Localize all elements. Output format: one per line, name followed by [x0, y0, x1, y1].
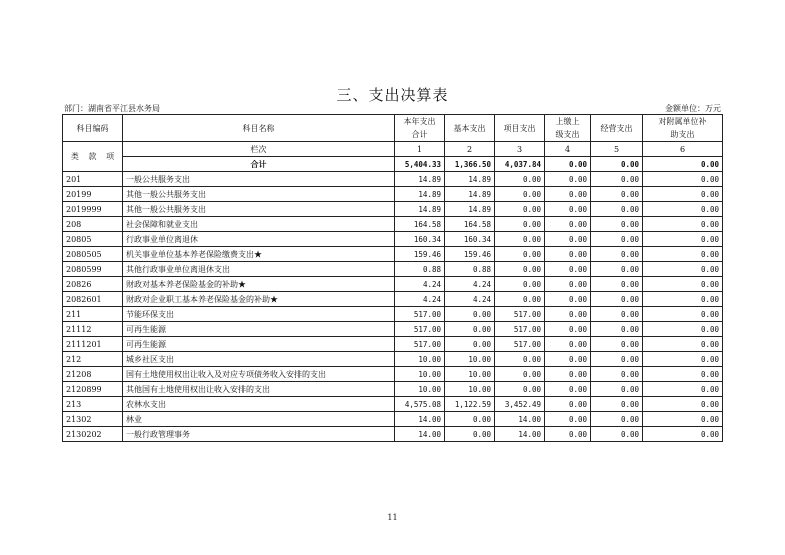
amount-subsidy: 0.00 [643, 202, 723, 217]
amount-total: 4,575.08 [395, 397, 445, 412]
amount-subsidy: 0.00 [643, 217, 723, 232]
table-row [63, 352, 723, 367]
header-total: 本年支出 合计 [395, 115, 445, 142]
class-section-item-header [63, 142, 123, 172]
subject-code: 2111201 [63, 337, 123, 352]
amount-business: 0.00 [591, 202, 643, 217]
amount-total: 4.24 [395, 277, 445, 292]
subject-code: 2120899 [63, 382, 123, 397]
subject-code: 21302 [63, 412, 123, 427]
subject-name: 农林水支出 [123, 397, 395, 412]
amount-upper: 0.00 [545, 247, 591, 262]
amount-project: 0.00 [495, 202, 545, 217]
amount-upper: 0.00 [545, 187, 591, 202]
table-row [63, 307, 723, 322]
subject-code: 201 [63, 172, 123, 187]
subject-name: 国有土地使用权出让收入及对应专项债务收入安排的支出 [123, 367, 395, 382]
amount-upper: 0.00 [545, 352, 591, 367]
expenditure-table [62, 114, 723, 442]
header-lanci: 栏次 [123, 142, 395, 157]
amount-business: 0.00 [591, 322, 643, 337]
subject-name: 财政对基本养老保险基金的补助★ [123, 277, 395, 292]
report-title: 三、支出决算表 [336, 86, 449, 104]
subject-code: 2080505 [63, 247, 123, 262]
department-label: 部门：湖南省平江县水务局 [64, 104, 160, 113]
amount-project: 517.00 [495, 307, 545, 322]
amount-project: 0.00 [495, 217, 545, 232]
amount-project: 0.00 [495, 187, 545, 202]
amount-upper: 0.00 [545, 382, 591, 397]
total-basic: 1,366.50 [445, 157, 495, 172]
amount-subsidy: 0.00 [643, 307, 723, 322]
amount-upper: 0.00 [545, 307, 591, 322]
amount-upper: 0.00 [545, 367, 591, 382]
amount-business: 0.00 [591, 277, 643, 292]
amount-total: 160.34 [395, 232, 445, 247]
amount-subsidy: 0.00 [643, 427, 723, 442]
col-index-3: 3 [495, 142, 545, 157]
header-upper: 上缴上 级支出 [545, 115, 591, 142]
amount-basic: 1,122.59 [445, 397, 495, 412]
table-row [63, 277, 723, 292]
amount-total: 10.00 [395, 352, 445, 367]
header-subsidy: 对附属单位补 助支出 [643, 115, 723, 142]
subject-name: 节能环保支出 [123, 307, 395, 322]
subject-name: 可再生能源 [123, 337, 395, 352]
amount-business: 0.00 [591, 427, 643, 442]
amount-total: 4.24 [395, 292, 445, 307]
subject-name: 林业 [123, 412, 395, 427]
amount-upper: 0.00 [545, 232, 591, 247]
header-name: 科目名称 [123, 115, 395, 142]
header-lei: 类 [70, 152, 79, 161]
subject-code: 213 [63, 397, 123, 412]
header-basic: 基本支出 [445, 115, 495, 142]
subject-code: 20199 [63, 187, 123, 202]
subject-name: 可再生能源 [123, 322, 395, 337]
subject-name: 一般行政管理事务 [123, 427, 395, 442]
subject-name: 其他一般公共服务支出 [123, 202, 395, 217]
subject-code: 2080599 [63, 262, 123, 277]
total-subsidy: 0.00 [643, 157, 723, 172]
amount-project: 0.00 [495, 232, 545, 247]
amount-total: 14.89 [395, 172, 445, 187]
amount-basic: 14.89 [445, 187, 495, 202]
amount-subsidy: 0.00 [643, 262, 723, 277]
amount-subsidy: 0.00 [643, 247, 723, 262]
amount-basic: 0.00 [445, 322, 495, 337]
unit-label: 金额单位：万元 [665, 104, 721, 113]
amount-business: 0.00 [591, 367, 643, 382]
header-row [63, 115, 723, 142]
amount-subsidy: 0.00 [643, 277, 723, 292]
table-row [63, 412, 723, 427]
amount-project: 517.00 [495, 322, 545, 337]
amount-basic: 160.34 [445, 232, 495, 247]
subject-code: 20805 [63, 232, 123, 247]
amount-subsidy: 0.00 [643, 232, 723, 247]
amount-total: 517.00 [395, 322, 445, 337]
amount-basic: 164.58 [445, 217, 495, 232]
header-project: 项目支出 [495, 115, 545, 142]
amount-total: 14.89 [395, 202, 445, 217]
col-index-2: 2 [445, 142, 495, 157]
amount-project: 0.00 [495, 292, 545, 307]
amount-business: 0.00 [591, 412, 643, 427]
col-index-5: 5 [591, 142, 643, 157]
amount-upper: 0.00 [545, 172, 591, 187]
amount-project: 14.00 [495, 427, 545, 442]
amount-business: 0.00 [591, 262, 643, 277]
amount-upper: 0.00 [545, 277, 591, 292]
subject-name: 其他一般公共服务支出 [123, 187, 395, 202]
amount-basic: 159.46 [445, 247, 495, 262]
subject-code: 208 [63, 217, 123, 232]
table-row [63, 322, 723, 337]
amount-total: 10.00 [395, 367, 445, 382]
subject-code: 212 [63, 352, 123, 367]
amount-total: 10.00 [395, 382, 445, 397]
amount-business: 0.00 [591, 247, 643, 262]
amount-upper: 0.00 [545, 427, 591, 442]
amount-project: 0.00 [495, 367, 545, 382]
col-index-6: 6 [643, 142, 723, 157]
subject-code: 2130202 [63, 427, 123, 442]
total-project: 4,037.84 [495, 157, 545, 172]
amount-basic: 10.00 [445, 367, 495, 382]
amount-upper: 0.00 [545, 337, 591, 352]
amount-business: 0.00 [591, 232, 643, 247]
table-row [63, 427, 723, 442]
header-business: 经营支出 [591, 115, 643, 142]
amount-business: 0.00 [591, 352, 643, 367]
header-code: 科目编码 [63, 115, 123, 142]
amount-subsidy: 0.00 [643, 397, 723, 412]
subject-name: 财政对企业职工基本养老保险基金的补助★ [123, 292, 395, 307]
subject-code: 21112 [63, 322, 123, 337]
amount-basic: 4.24 [445, 277, 495, 292]
table-row [63, 247, 723, 262]
amount-total: 164.58 [395, 217, 445, 232]
amount-total: 14.00 [395, 427, 445, 442]
table-row [63, 262, 723, 277]
amount-subsidy: 0.00 [643, 367, 723, 382]
amount-project: 0.00 [495, 352, 545, 367]
amount-business: 0.00 [591, 172, 643, 187]
subject-name: 行政事业单位离退休 [123, 232, 395, 247]
amount-upper: 0.00 [545, 202, 591, 217]
subject-name: 机关事业单位基本养老保险缴费支出★ [123, 247, 395, 262]
amount-business: 0.00 [591, 217, 643, 232]
amount-business: 0.00 [591, 307, 643, 322]
total-business: 0.00 [591, 157, 643, 172]
amount-upper: 0.00 [545, 412, 591, 427]
col-index-1: 1 [395, 142, 445, 157]
amount-total: 0.88 [395, 262, 445, 277]
amount-project: 0.00 [495, 247, 545, 262]
amount-basic: 0.00 [445, 412, 495, 427]
col-index-4: 4 [545, 142, 591, 157]
table-row [63, 187, 723, 202]
amount-total: 14.00 [395, 412, 445, 427]
amount-subsidy: 0.00 [643, 322, 723, 337]
amount-upper: 0.00 [545, 217, 591, 232]
amount-basic: 10.00 [445, 352, 495, 367]
table-row [63, 172, 723, 187]
table-row [63, 382, 723, 397]
subject-name: 其他国有土地使用权出让收入安排的支出 [123, 382, 395, 397]
amount-project: 14.00 [495, 412, 545, 427]
amount-upper: 0.00 [545, 262, 591, 277]
subject-code: 21208 [63, 367, 123, 382]
amount-business: 0.00 [591, 397, 643, 412]
amount-business: 0.00 [591, 187, 643, 202]
total-row [63, 157, 723, 172]
amount-business: 0.00 [591, 382, 643, 397]
header-xiang: 项 [106, 152, 115, 161]
subject-name: 城乡社区支出 [123, 352, 395, 367]
amount-subsidy: 0.00 [643, 382, 723, 397]
amount-project: 0.00 [495, 382, 545, 397]
subject-name: 其他行政事业单位离退休支出 [123, 262, 395, 277]
table-row [63, 367, 723, 382]
amount-basic: 14.89 [445, 172, 495, 187]
amount-project: 0.00 [495, 262, 545, 277]
table-row [63, 202, 723, 217]
column-index-row [63, 142, 723, 157]
amount-subsidy: 0.00 [643, 337, 723, 352]
amount-upper: 0.00 [545, 322, 591, 337]
total-total: 5,404.33 [395, 157, 445, 172]
subject-code: 2019999 [63, 202, 123, 217]
total-label: 合计 [123, 157, 395, 172]
amount-basic: 14.89 [445, 202, 495, 217]
amount-total: 14.89 [395, 187, 445, 202]
amount-basic: 0.00 [445, 337, 495, 352]
page-number: 11 [387, 513, 398, 522]
amount-upper: 0.00 [545, 292, 591, 307]
subject-code: 20826 [63, 277, 123, 292]
table-row [63, 292, 723, 307]
amount-subsidy: 0.00 [643, 352, 723, 367]
amount-basic: 10.00 [445, 382, 495, 397]
amount-basic: 0.88 [445, 262, 495, 277]
subject-code: 211 [63, 307, 123, 322]
table-row [63, 397, 723, 412]
amount-subsidy: 0.00 [643, 292, 723, 307]
table-row [63, 337, 723, 352]
amount-business: 0.00 [591, 292, 643, 307]
amount-business: 0.00 [591, 337, 643, 352]
amount-basic: 0.00 [445, 307, 495, 322]
amount-project: 0.00 [495, 172, 545, 187]
subject-name: 一般公共服务支出 [123, 172, 395, 187]
header-kuan: 款 [88, 152, 97, 161]
amount-subsidy: 0.00 [643, 172, 723, 187]
amount-subsidy: 0.00 [643, 187, 723, 202]
total-upper: 0.00 [545, 157, 591, 172]
amount-project: 3,452.49 [495, 397, 545, 412]
amount-subsidy: 0.00 [643, 412, 723, 427]
amount-project: 517.00 [495, 337, 545, 352]
amount-total: 517.00 [395, 337, 445, 352]
amount-basic: 4.24 [445, 292, 495, 307]
amount-upper: 0.00 [545, 397, 591, 412]
amount-total: 159.46 [395, 247, 445, 262]
table-row [63, 217, 723, 232]
amount-project: 0.00 [495, 277, 545, 292]
table-row [63, 232, 723, 247]
amount-basic: 0.00 [445, 427, 495, 442]
subject-code: 2082601 [63, 292, 123, 307]
amount-total: 517.00 [395, 307, 445, 322]
subject-name: 社会保障和就业支出 [123, 217, 395, 232]
